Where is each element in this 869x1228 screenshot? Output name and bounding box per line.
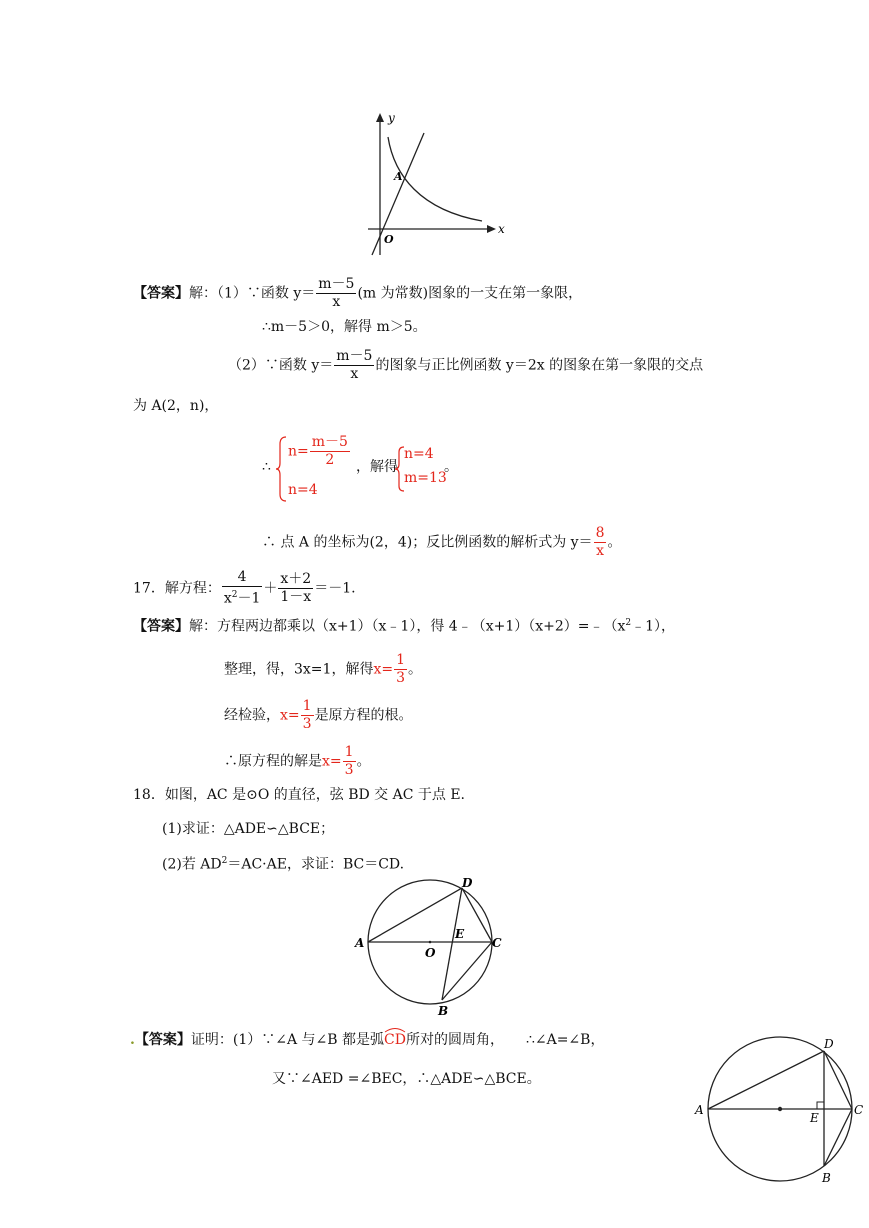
q17-answer-line1: 【答案】解：方程两边都乘以（x+1）（x﹣1），得 $4﹣(x+1)(x+2)=﹣(x^2﹣1)$， [133,618,676,635]
brace-left-1 [276,436,288,502]
chord-ad-2 [708,1051,824,1109]
x-axis-arrow [487,225,496,233]
y-axis-arrow [376,113,384,122]
q18-part1: (1)求证：△ADE∽△BCE； [162,821,335,837]
q18-answer-line2: 又∵∠AED =∠BEC，∴△ADE∽△BCE。 [272,1071,541,1087]
right-angle-mark [817,1102,824,1109]
svg-text:E: E [810,1111,819,1125]
q16-line4: 为 A(2，n)， [133,398,219,414]
svg-text:B: B [822,1171,831,1185]
svg-text:O: O [425,946,436,960]
q17-answer-line2: 整理，得，3x=1，解得x= $\frac{1}{3}$ 。 [224,652,423,686]
center-point-2 [778,1107,782,1111]
chord-bd [442,888,462,1000]
chord-dc [462,888,492,942]
svg-text:A: A [695,1103,704,1117]
q17-answer-line4: ∴原方程的解是x= $\frac{1}{3}$ 。 [224,744,371,778]
graph-o-label: O [384,233,394,246]
graph-a-label: A [394,170,403,183]
chord-ad [368,888,462,942]
hyperbola-graph [360,105,510,257]
svg-text:C: C [492,936,502,950]
svg-text:C: C [854,1103,864,1117]
circle-figure-2 [690,1030,869,1186]
center-point [429,941,432,944]
q17-answer-line3: 经检验，x= $\frac{1}{3}$ 是原方程的根。 [224,698,413,732]
q17-question: 17．解方程： $\frac{4}{x^2-1}$ ＋ $\frac{x+2}{1-x}$ ＝－1. [133,569,356,607]
svg-text:D: D [462,876,473,890]
svg-text:B: B [438,1004,449,1018]
q18-part2: (2)若 $AD^2=AC\cdot AE$，求证：BC＝CD. [162,856,405,873]
arc-mark [384,1027,406,1033]
svg-text:D: D [824,1037,834,1051]
q16-line6: ∴ 点 A 的坐标为(2，4)；反比例函数的解析式为 y＝ $\frac{8}{x}$ 。 [262,525,622,559]
svg-text:A: A [355,936,365,950]
q18-question: 18．如图，AC 是⊙O 的直径，弦 BD 交 AC 于点 E. [133,787,466,803]
q16-answer-tag: 【答案】 [133,285,189,302]
q18-answer-line1: .【答案】证明：(1）∵∠A 与∠B 都是弧 CD所对的圆周角， ∴∠A=∠B， [130,1031,604,1049]
q16-line3: （2）∵函数 y＝ $\frac{m-5}{x}$ 的图象与正比例函数 y＝2x 的图象在第一象限的交点 [228,348,704,382]
circle-figure-1 [350,876,510,1018]
chord-dc-2 [824,1051,852,1109]
q16-line2: ∴m－5＞0，解得 m＞5。 [262,319,427,335]
graph-x-label: x [498,222,505,236]
q16-line1: 【答案】解：（1）∵函数 y＝ $\frac{m-5}{x}$ (m 为常数)图象的一支在第一象限， [133,276,583,310]
svg-text:E: E [455,927,465,941]
graph-y-label: y [388,111,395,125]
chord-bc-2 [824,1109,852,1166]
